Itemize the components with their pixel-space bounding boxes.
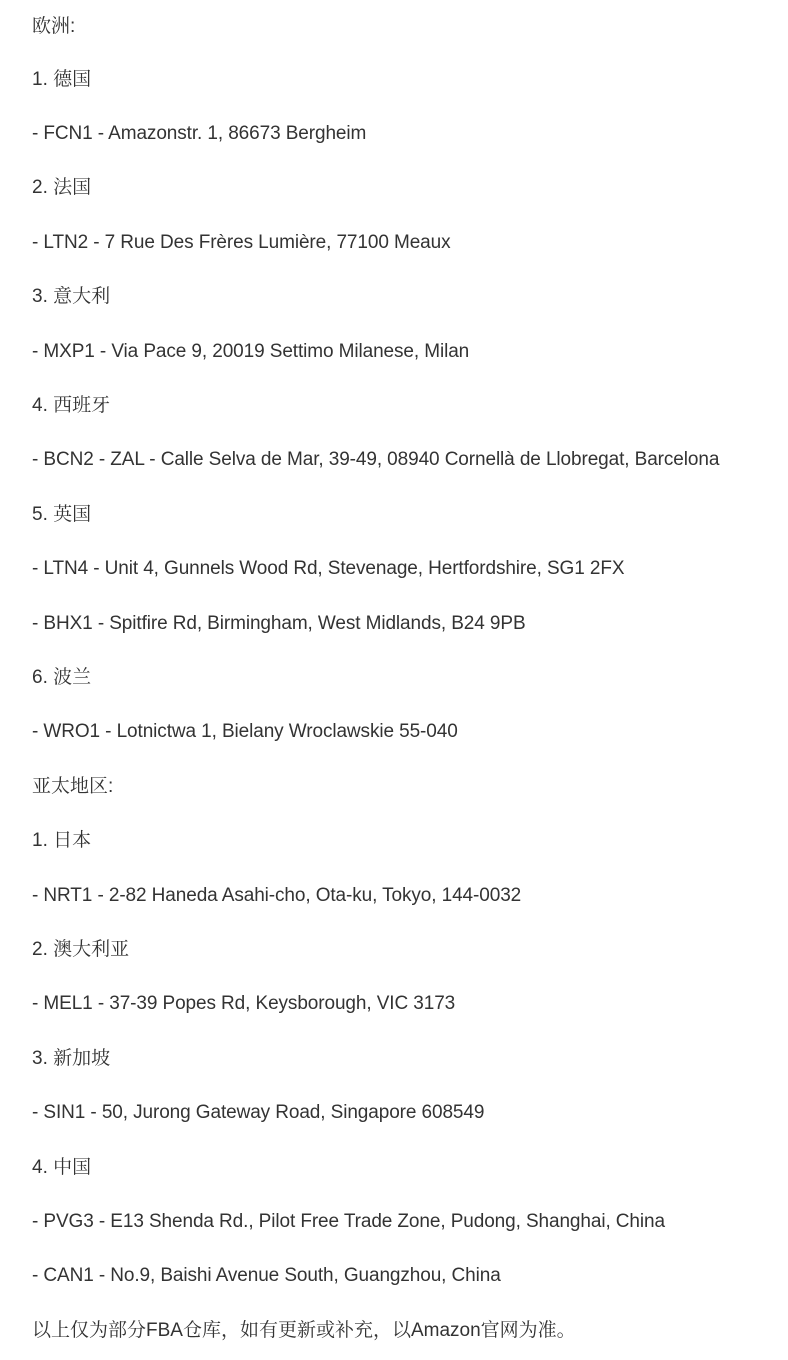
country-japan: 1. 日本 <box>32 830 92 852</box>
country-uk: 5. 英国 <box>32 503 92 525</box>
address-ltn4: - LTN4 - Unit 4, Gunnels Wood Rd, Stevenage, Hertfordshire, SG1 2FX <box>32 558 625 580</box>
region-heading-asia-pacific: 亚太地区: <box>32 775 114 797</box>
country-singapore: 3. 新加坡 <box>32 1047 111 1069</box>
footer-note: 以上仅为部分FBA仓库，如有更新或补充，以Amazon官网为准。 <box>32 1319 576 1341</box>
country-germany: 1. 德国 <box>32 68 92 90</box>
region-heading-europe: 欧洲: <box>32 15 76 37</box>
address-sin1: - SIN1 - 50, Jurong Gateway Road, Singapore 608549 <box>32 1102 485 1124</box>
address-fcn1: - FCN1 - Amazonstr. 1, 86673 Bergheim <box>32 123 367 145</box>
address-nrt1: - NRT1 - 2-82 Haneda Asahi-cho, Ota-ku, Tokyo, 144-0032 <box>32 884 522 906</box>
country-italy: 3. 意大利 <box>32 286 111 308</box>
address-mel1: - MEL1 - 37-39 Popes Rd, Keysborough, VIC 3173 <box>32 993 456 1015</box>
address-mxp1: - MXP1 - Via Pace 9, 20019 Settimo Milanese, Milan <box>32 340 470 362</box>
country-france: 2. 法国 <box>32 177 92 199</box>
address-can1: - CAN1 - No.9, Baishi Avenue South, Guangzhou, China <box>32 1265 501 1287</box>
address-pvg3: - PVG3 - E13 Shenda Rd., Pilot Free Trade Zone, Pudong, Shanghai, China <box>32 1210 665 1232</box>
address-bcn2: - BCN2 - ZAL - Calle Selva de Mar, 39-49, 08940 Cornellà de Llobregat, Barcelona <box>32 449 720 471</box>
country-spain: 4. 西班牙 <box>32 395 111 417</box>
address-wro1: - WRO1 - Lotnictwa 1, Bielany Wroclawskie 55-040 <box>32 721 458 743</box>
address-bhx1: - BHX1 - Spitfire Rd, Birmingham, West Midlands, B24 9PB <box>32 612 526 634</box>
address-ltn2: - LTN2 - 7 Rue Des Frères Lumière, 77100 Meaux <box>32 231 451 253</box>
country-australia: 2. 澳大利亚 <box>32 938 130 960</box>
country-china: 4. 中国 <box>32 1156 92 1178</box>
country-poland: 6. 波兰 <box>32 666 92 688</box>
